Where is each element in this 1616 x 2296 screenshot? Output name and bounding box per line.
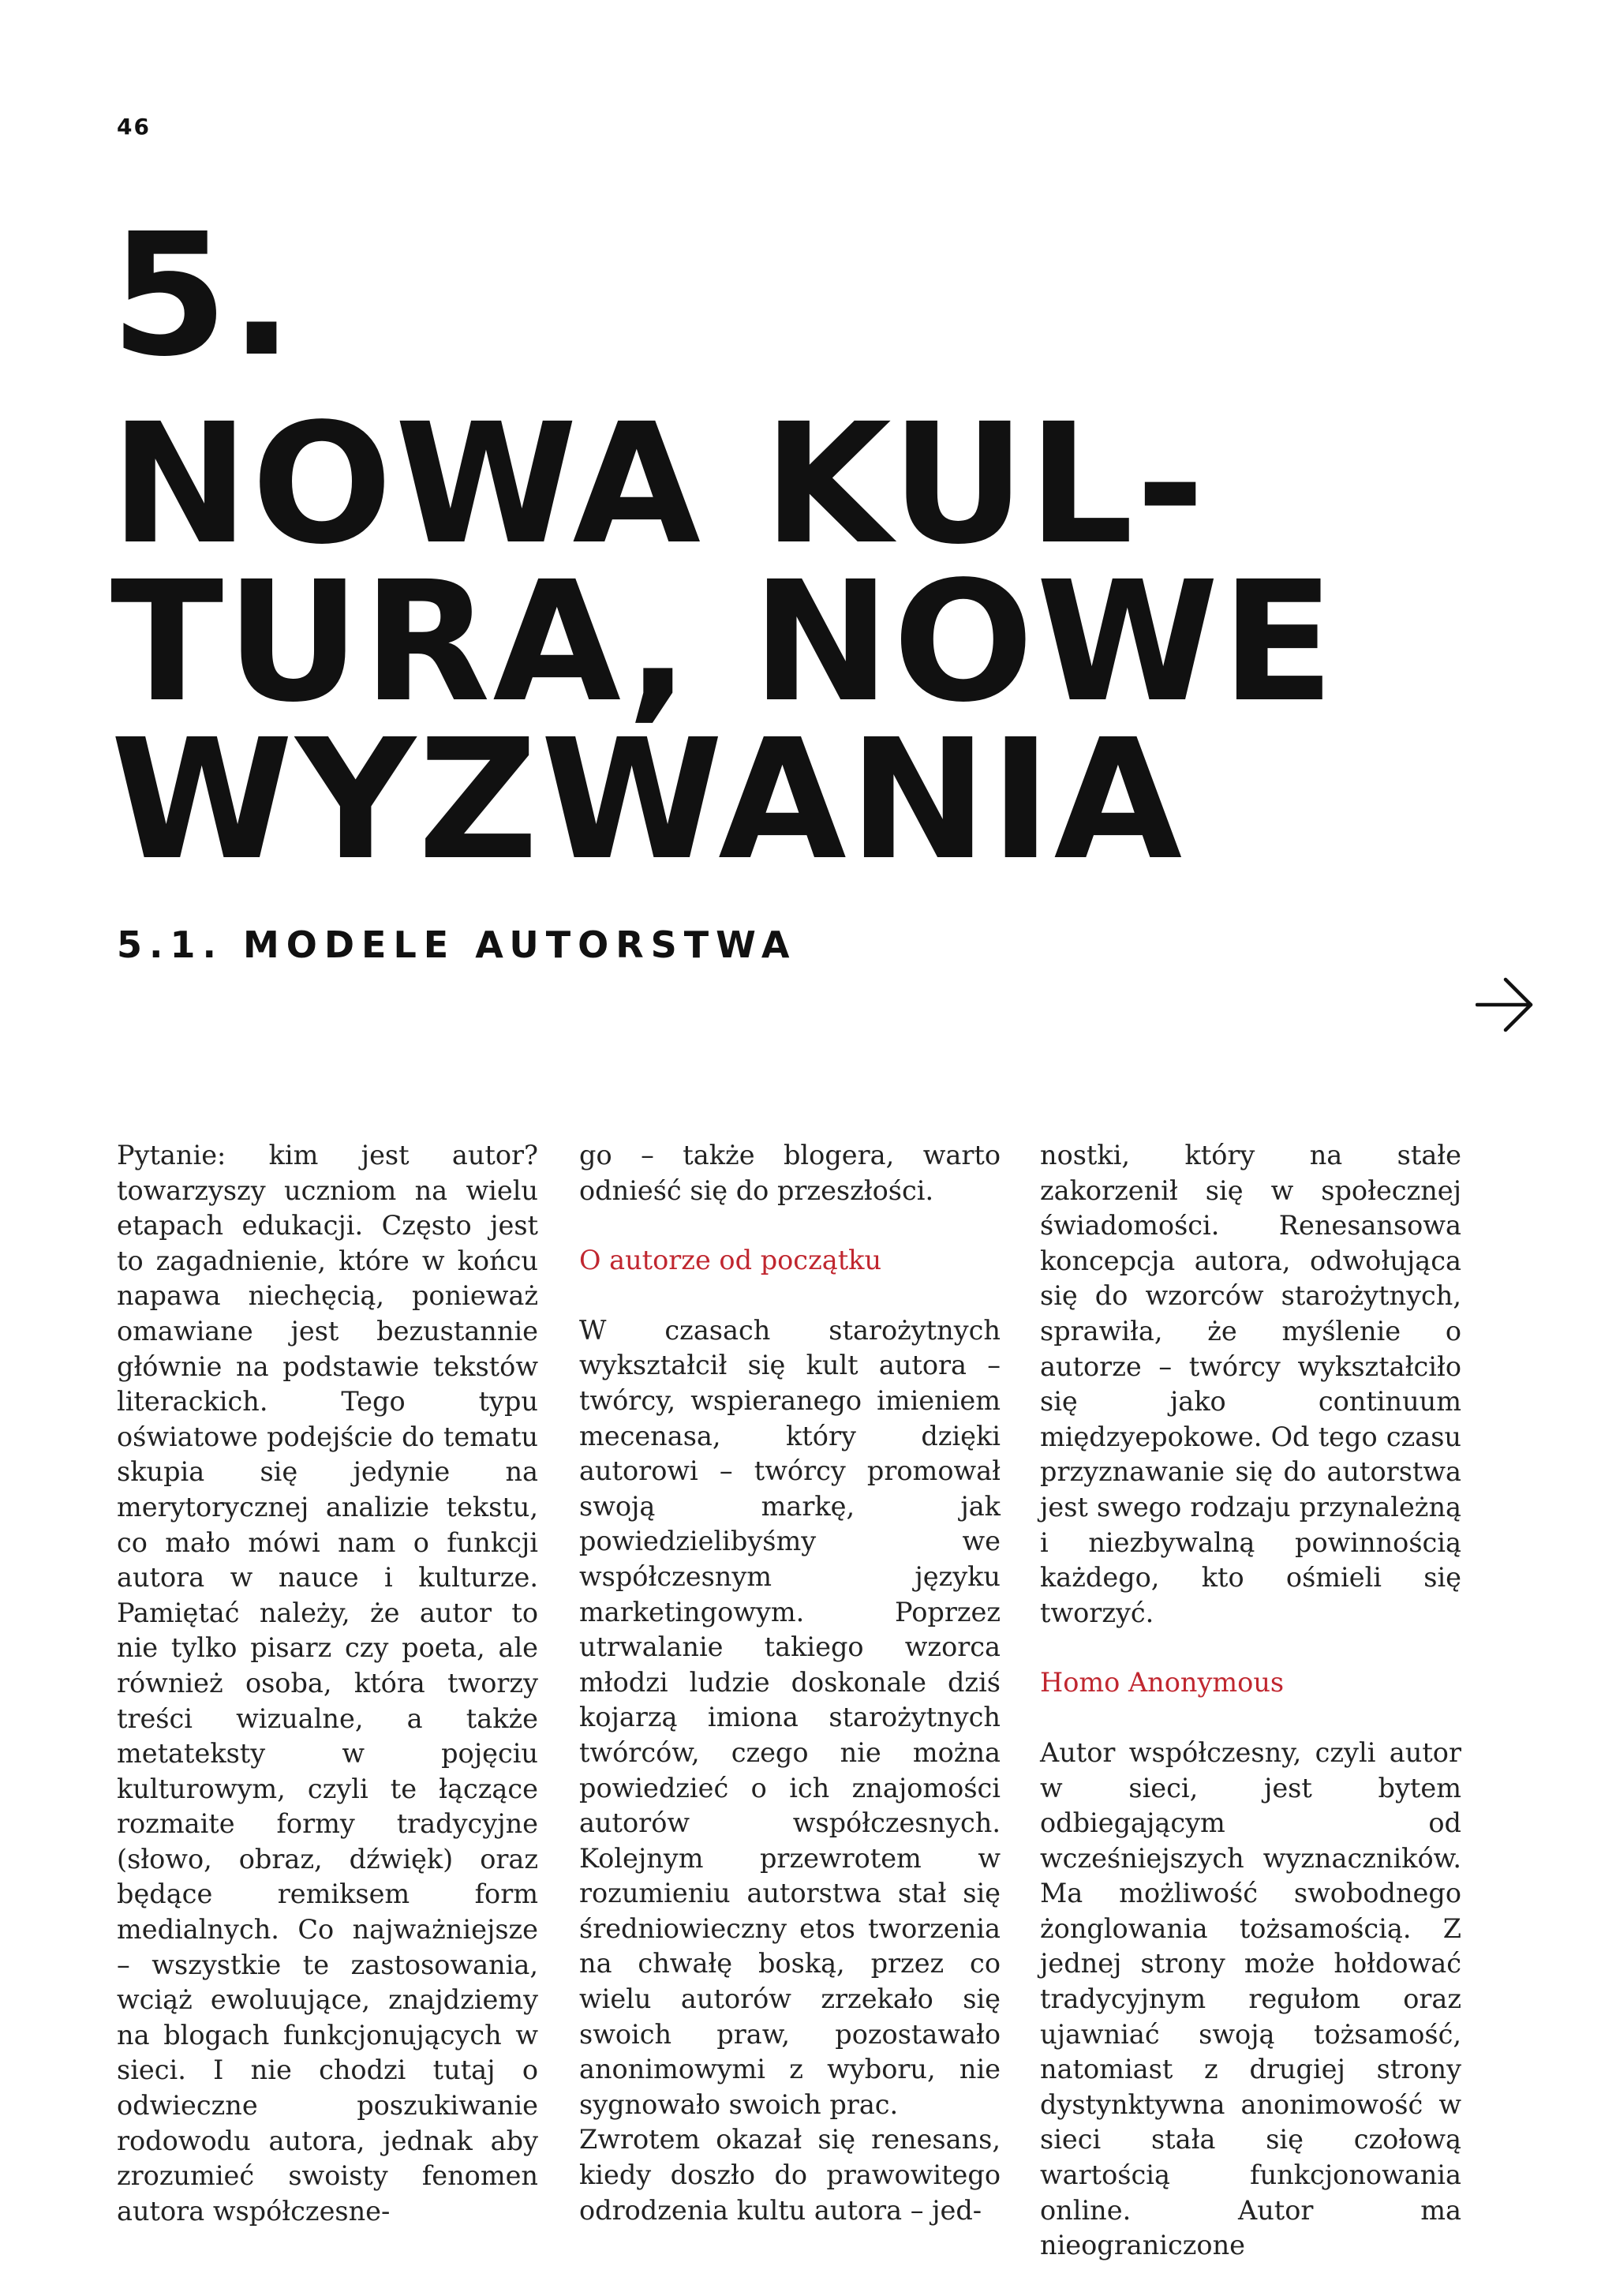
body-paragraph: Autor współczesny, czyli autor w sieci, jest bytem odbiegającym od wcześniejszych wyznaczników. Ma możliwość swobodnego żonglowania tożsamością. Z jednej strony może hołdować tradycyjnym regułom oraz ujawniać swoją tożsamość, natomiast z drugiej strony dystynktywna anonimowość w sieci stała się czołową wartością funkcjonowania online. Autor ma nieograniczone xyxy=(1040,1736,1461,2261)
page-number: 46 xyxy=(117,114,151,140)
arrow-right-icon[interactable] xyxy=(1476,976,1534,1034)
body-paragraph: nostki, który na stałe zakorzenił się w społecznej świadomości. Renesansowa koncepcja autora, odwołująca się do wzorców starożytnych, sprawiła, że myślenie o autorze – twórcy wykształciło się jako continuum międzyepokowe. Od tego czasu przyznawanie się do autorstwa jest swego rodzaju przynależną i niezbywalną powinnością każdego, kto ośmieli się tworzyć. xyxy=(1040,1140,1461,1628)
chapter-title-line: WYZWANIA xyxy=(110,703,1185,897)
body-paragraph: go – także blogera, warto odnieść się do przeszłości. xyxy=(579,1140,1001,1206)
chapter-title-line: NOWA KUL- xyxy=(110,388,1207,581)
subheading: Homo Anonymous xyxy=(1040,1667,1285,1699)
body-paragraph: Zwrotem okazał się renesans, kiedy doszło do prawowitego odrodzenia kultu autora – jed- xyxy=(579,2124,1001,2226)
subheading: O autorze od początku xyxy=(579,1245,882,1276)
section-heading: 5.1. MODELE AUTORSTWA xyxy=(117,923,797,966)
chapter-number: 5. xyxy=(110,197,296,394)
text-column-1 xyxy=(117,1138,538,2229)
text-column-3 xyxy=(1040,1138,1461,2264)
text-column-2 xyxy=(579,1138,1001,2228)
body-paragraph: W czasach starożytnych wykształcił się kult autora – twórcy, wspieranego imieniem mecenasa, który dzięki autorowi – twórcy promował swoją markę, jak powiedzielibyśmy we współczesnym języku marketingowym. Poprzez utrwalanie takiego wzorca młodzi ludzie doskonale dziś kojarzą imiona starożytnych twórców, czego nie można powiedzieć o ich znajomości autorów współczesnych. Kolejnym przewrotem w rozumieniu autorstwa stał się średniowieczny etos tworzenia na chwałę boską, przez co wielu autorów zrzekało się swoich praw, pozostawało anonimowymi z wyboru, nie sygnowało swoich prac. xyxy=(579,1314,1001,2120)
chapter-title xyxy=(110,388,1337,897)
chapter-title-line: TURA, NOWE xyxy=(110,545,1337,739)
body-paragraph: Pytanie: kim jest autor? towarzyszy uczniom na wielu etapach edukacji. Często jest to zagadnienie, które w końcu napawa niechęcią, ponieważ omawiane jest bezustannie głównie na podstawie tekstów literackich. Tego typu oświatowe podejście do tematu skupia się jedynie na merytorycznej analizie tekstu, co mało mówi nam o funkcji autora w nauce i kulturze. Pamiętać należy, że autor to nie tylko pisarz czy poeta, ale również osoba, która tworzy treści wizualne, a także metateksty w pojęciu kulturowym, czyli te łączące rozmaite formy tradycyjne (słowo, obraz, dźwięk) oraz będące remiksem form medialnych. Co najważniejsze – wszystkie te zastosowania, wciąż ewoluujące, znajdziemy na blogach funkcjonujących w sieci. I nie chodzi tutaj o odwieczne poszukiwanie rodowodu autora, jednak aby zrozumieć swoisty fenomen autora współczesne- xyxy=(117,1140,538,2227)
